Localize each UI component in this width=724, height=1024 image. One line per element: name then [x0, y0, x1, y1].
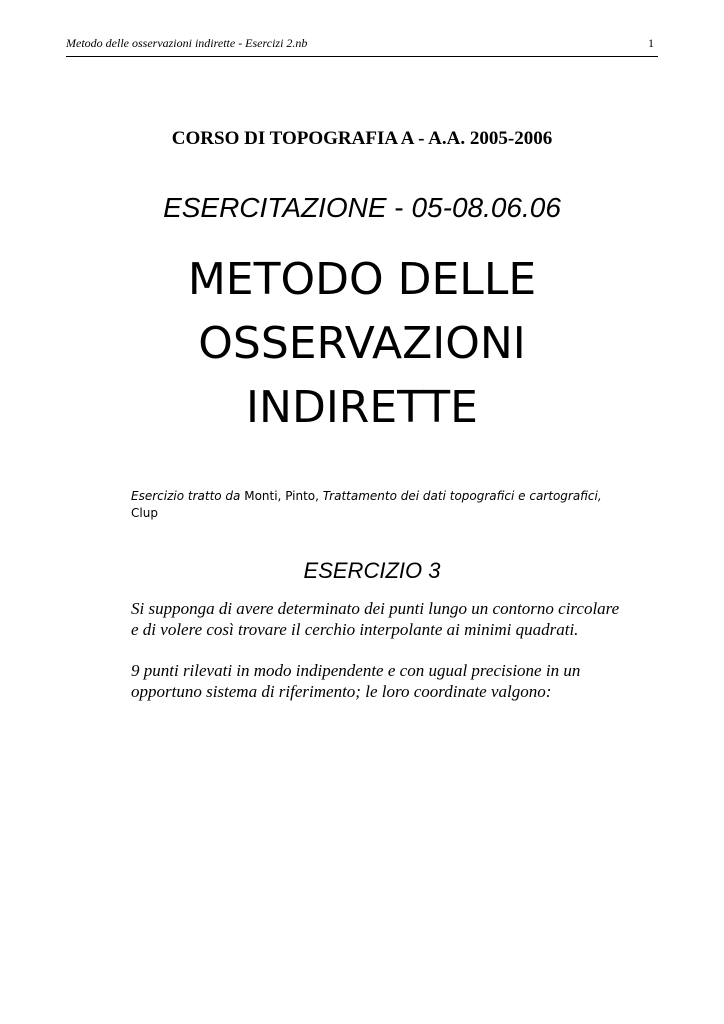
exercise-line-1: Si supponga di avere determinato dei punti lungo un contorno circolare — [131, 599, 620, 618]
course-title: CORSO DI TOPOGRAFIA A - A.A. 2005-2006 — [171, 128, 553, 149]
main-title-line-1: METODO DELLE — [187, 254, 537, 305]
source-authors: Monti, Pinto, — [240, 489, 323, 503]
page-header — [66, 36, 658, 57]
main-title — [0, 248, 724, 440]
session-dates: 05-08.06.06 — [411, 192, 561, 223]
main-title-line-2: OSSERVAZIONI — [198, 318, 526, 369]
session-title — [0, 192, 724, 224]
exercise-paragraph-2 — [131, 660, 651, 702]
exercise-paragraph-1 — [131, 598, 651, 640]
header-title: Metodo delle osservazioni indirette - Esercizi 2.nb — [66, 36, 308, 50]
exercise-heading: ESERCIZIO 3 — [303, 558, 441, 583]
exercise-line-3: 9 punti rilevati in modo indipendente e con ugual precisione in un — [131, 661, 581, 680]
exercise-line-4: opportuno sistema di riferimento; le loro coordinate valgono: — [131, 682, 552, 701]
main-title-line-3: INDIRETTE — [246, 382, 478, 433]
source-citation — [131, 488, 631, 522]
session-separator: - — [386, 192, 412, 223]
session-label: ESERCITAZIONE — [163, 192, 387, 223]
source-publisher: Clup — [131, 506, 158, 520]
page-number: 1 — [648, 36, 654, 50]
source-book: Trattamento dei dati topografici e cartografici, — [322, 489, 602, 503]
exercise-line-2: e di volere così trovare il cerchio interpolante ai minimi quadrati. — [131, 620, 579, 639]
source-prefix: Esercizio tratto da — [131, 489, 241, 503]
